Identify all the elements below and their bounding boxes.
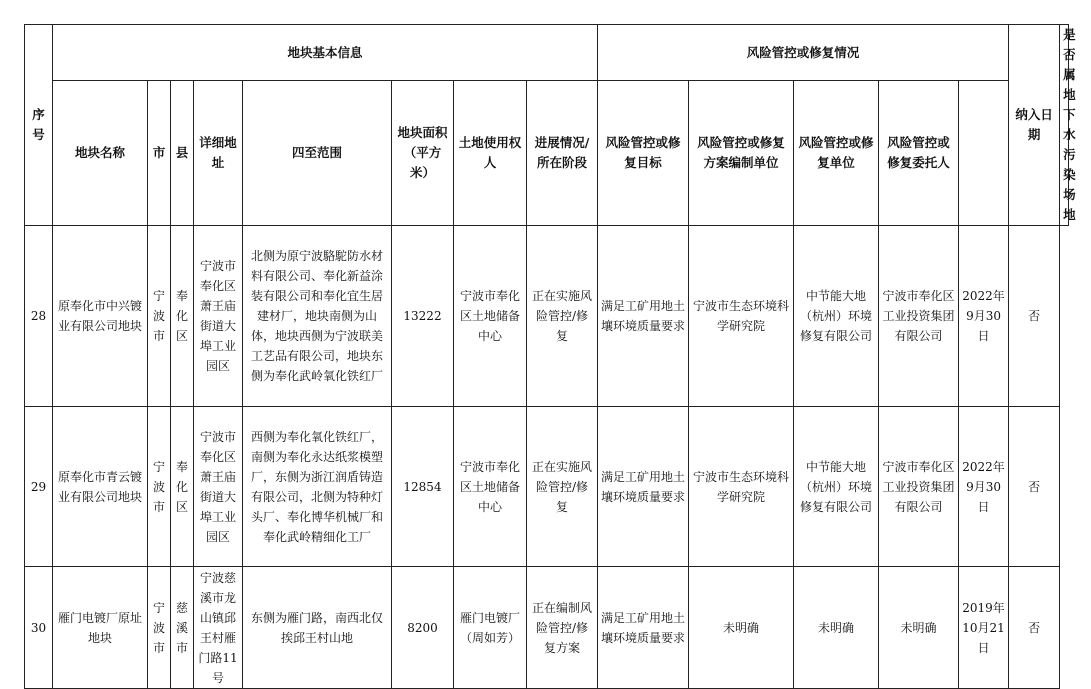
groundwater-flag: 否 xyxy=(1009,567,1060,689)
remediation-goal: 满足工矿用地土壤环境质量要求 xyxy=(598,567,689,689)
header-address: 详细地址 xyxy=(194,81,243,226)
header-repair-unit: 风险管控或修复单位 xyxy=(794,81,879,226)
header-groundwater: 是否属地下水污染场地 xyxy=(1060,25,1069,226)
table-row xyxy=(25,567,1069,689)
address: 宁波市奉化区萧王庙街道大埠工业园区 xyxy=(194,226,243,407)
land-owner: 宁波市奉化区土地储备中心 xyxy=(454,407,527,567)
land-owner: 雁门电镀厂（周如芳） xyxy=(454,567,527,689)
client: 宁波市奉化区工业投资集团有限公司 xyxy=(879,407,959,567)
include-date: 2019年10月21日 xyxy=(959,567,1009,689)
plan-unit: 宁波市生态环境科学研究院 xyxy=(689,226,794,407)
site-name: 原奉化市青云镀业有限公司地块 xyxy=(53,407,148,567)
table-row xyxy=(25,407,1069,567)
include-date: 2022年9月30日 xyxy=(959,407,1009,567)
remediation-goal: 满足工矿用地土壤环境质量要求 xyxy=(598,407,689,567)
boundary: 西侧为奉化氧化铁红厂，南侧为奉化永达纸浆模塑厂，东侧为浙江润盾铸造有限公司，北侧为特种灯头厂、奉化博华机械厂和奉化武岭精细化工厂 xyxy=(243,407,392,567)
header-boundary: 四至范围 xyxy=(243,81,392,226)
city: 宁波市 xyxy=(148,407,171,567)
header-owner: 土地使用权人 xyxy=(454,81,527,226)
row-no: 28 xyxy=(25,226,53,407)
area: 13222 xyxy=(392,226,454,407)
repair-unit: 中节能大地（杭州）环境修复有限公司 xyxy=(794,226,879,407)
header-goal: 风险管控或修复目标 xyxy=(598,81,689,226)
county: 慈溪市 xyxy=(171,567,194,689)
land-owner: 宁波市奉化区土地储备中心 xyxy=(454,226,527,407)
address: 宁波市奉化区萧王庙街道大埠工业园区 xyxy=(194,407,243,567)
address: 宁波慈溪市龙山镇邱王村雁门路11号 xyxy=(194,567,243,689)
county: 奉化区 xyxy=(171,226,194,407)
repair-unit: 中节能大地（杭州）环境修复有限公司 xyxy=(794,407,879,567)
header-stage: 进展情况/所在阶段 xyxy=(527,81,598,226)
row-no: 29 xyxy=(25,407,53,567)
site-name: 雁门电镀厂原址地块 xyxy=(53,567,148,689)
progress-stage: 正在编制风险管控/修复方案 xyxy=(527,567,598,689)
contaminated-sites-table xyxy=(24,24,1076,689)
groundwater-flag: 否 xyxy=(1009,407,1060,567)
header-date: 纳入日期 xyxy=(1009,25,1060,226)
table-row xyxy=(25,226,1069,407)
header-group-risk-control: 风险管控或修复情况 xyxy=(598,25,1009,81)
row-no: 30 xyxy=(25,567,53,689)
progress-stage: 正在实施风险管控/修复 xyxy=(527,407,598,567)
header-group-row xyxy=(25,25,1069,81)
plan-unit: 未明确 xyxy=(689,567,794,689)
boundary: 北侧为原宁波駱駝防水材料有限公司、奉化新益涂装有限公司和奉化宜生居建材厂，地块南侧为山体，地块西侧为宁波联美工艺品有限公司，地块东侧为奉化武岭氧化铁红厂 xyxy=(243,226,392,407)
progress-stage: 正在实施风险管控/修复 xyxy=(527,226,598,407)
header-city: 市 xyxy=(148,81,171,226)
groundwater-flag: 否 xyxy=(1009,226,1060,407)
client: 宁波市奉化区工业投资集团有限公司 xyxy=(879,226,959,407)
county: 奉化区 xyxy=(171,407,194,567)
client: 未明确 xyxy=(879,567,959,689)
header-area: 地块面积（平方米） xyxy=(392,81,454,226)
repair-unit: 未明确 xyxy=(794,567,879,689)
area: 8200 xyxy=(392,567,454,689)
header-column-row xyxy=(25,81,1069,226)
header-plan-unit: 风险管控或修复方案编制单位 xyxy=(689,81,794,226)
city: 宁波市 xyxy=(148,567,171,689)
city: 宁波市 xyxy=(148,226,171,407)
header-group-basic-info: 地块基本信息 xyxy=(53,25,598,81)
include-date: 2022年9月30日 xyxy=(959,226,1009,407)
area: 12854 xyxy=(392,407,454,567)
site-name: 原奉化市中兴镀业有限公司地块 xyxy=(53,226,148,407)
header-client: 风险管控或修复委托人 xyxy=(879,81,959,226)
header-name: 地块名称 xyxy=(53,81,148,226)
remediation-goal: 满足工矿用地土壤环境质量要求 xyxy=(598,226,689,407)
header-county: 县 xyxy=(171,81,194,226)
boundary: 东侧为雁门路，南西北仅挨邱王村山地 xyxy=(243,567,392,689)
plan-unit: 宁波市生态环境科学研究院 xyxy=(689,407,794,567)
header-no: 序号 xyxy=(25,25,53,226)
